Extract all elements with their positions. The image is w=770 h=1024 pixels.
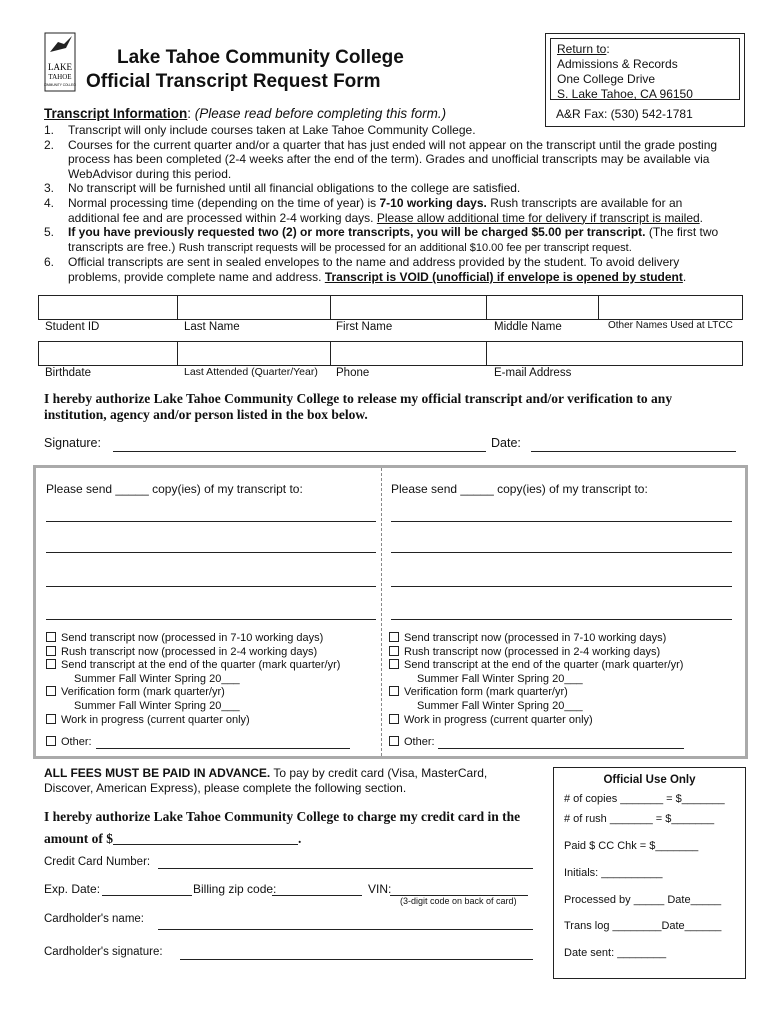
- instructions-list: [44, 123, 734, 285]
- svg-text:TAHOE: TAHOE: [48, 73, 72, 81]
- cardholder-name-label: Cardholder's name:: [44, 913, 144, 925]
- checkbox-icon: [46, 646, 56, 656]
- middle-name-label: Middle Name: [494, 321, 562, 333]
- release-authorization: I hereby authorize Lake Tahoe Community College to release my official transcript and/or verification to any institution, agency and/or person listed in the box below.: [44, 391, 673, 422]
- last-name-field[interactable]: [178, 296, 331, 319]
- amount-line[interactable]: [113, 833, 298, 845]
- fees-notice: ALL FEES MUST BE PAID IN ADVANCE. To pay by credit card (Visa, MasterCard, Discover, American Express), please complete the following section.: [44, 766, 488, 795]
- birthdate-label: Birthdate: [45, 367, 92, 379]
- checkbox-icon: [389, 736, 399, 746]
- quarter-choices[interactable]: Summer Fall Winter Spring 20___: [417, 672, 583, 685]
- transcript-info-heading: Transcript Information: (Please read before completing this form.): [44, 106, 447, 121]
- birthdate-field[interactable]: [39, 342, 178, 365]
- date-label: Date:: [491, 436, 521, 450]
- option-end-quarter[interactable]: Send transcript at the end of the quarter (mark quarter/yr): [46, 659, 376, 673]
- options-right: [389, 632, 729, 727]
- student-id-label: Student ID: [45, 321, 100, 333]
- return-line3: S. Lake Tahoe, CA 96150: [557, 87, 693, 101]
- last-name-label: Last Name: [184, 321, 240, 333]
- recipient-line[interactable]: [46, 586, 376, 587]
- recipient-line[interactable]: [391, 552, 732, 553]
- checkbox-icon: [46, 736, 56, 746]
- option-other[interactable]: Other:: [389, 736, 435, 750]
- date-sent-row: Date sent: ________: [564, 947, 667, 959]
- cardholder-signature-line[interactable]: [180, 959, 533, 960]
- first-name-field[interactable]: [331, 296, 487, 319]
- processed-row: Processed by _____ Date_____: [564, 894, 722, 906]
- recipient-line[interactable]: [391, 619, 732, 620]
- checkbox-icon: [389, 714, 399, 724]
- rush-row: # of rush _______ = $_______: [564, 813, 715, 825]
- option-send-now[interactable]: Send transcript now (processed in 7-10 working days): [46, 632, 376, 646]
- instruction-item: 2. Courses for the current quarter and/or a quarter that has just ended will not appear on the transcript until the grade posting process has been completed (2-4 weeks after the end of the term). Grades and unofficial transcripts may be available via WebAdvisor during this period.: [44, 137, 718, 181]
- column-divider: [381, 468, 382, 756]
- recipient-line[interactable]: [391, 521, 732, 522]
- college-logo: [44, 32, 76, 92]
- signature-label: Signature:: [44, 436, 101, 450]
- option-verification[interactable]: Verification form (mark quarter/yr): [389, 686, 729, 700]
- checkbox-icon: [389, 686, 399, 696]
- option-work-in-progress[interactable]: Work in progress (current quarter only): [46, 714, 376, 728]
- options-left: [46, 632, 376, 727]
- send-to-box: [33, 465, 748, 759]
- recipient-line[interactable]: [391, 586, 732, 587]
- student-info-row-1: [38, 295, 743, 320]
- form-title: Official Transcript Request Form: [86, 71, 381, 92]
- charge-authorization: I hereby authorize Lake Tahoe Community College to charge my credit card in the amount of $ .: [44, 809, 521, 846]
- instruction-item: 5. If you have previously requested two (2) or more transcripts, you will be charged $5.00 per transcript. (The first two transcripts are free.) Rush transcript requests will be processed for an additional $10.00 fee per transcript request.: [44, 225, 719, 254]
- cardholder-name-line[interactable]: [158, 929, 533, 930]
- quarter-choices[interactable]: Summer Fall Winter Spring 20___: [417, 699, 583, 712]
- return-address: Return to: Admissions & Records One College Drive S. Lake Tahoe, CA 96150: [550, 38, 740, 100]
- signature-line[interactable]: [113, 451, 486, 452]
- zip-label: Billing zip code:: [193, 882, 277, 896]
- option-rush[interactable]: Rush transcript now (processed in 2-4 working days): [46, 646, 376, 660]
- exp-date-line[interactable]: [102, 895, 192, 896]
- fax-number: A&R Fax: (530) 542-1781: [556, 107, 693, 121]
- option-work-in-progress[interactable]: Work in progress (current quarter only): [389, 714, 729, 728]
- middle-name-field[interactable]: [487, 296, 599, 319]
- checkbox-icon: [389, 646, 399, 656]
- instruction-item: 1. Transcript will only include courses taken at Lake Tahoe Community College.: [44, 123, 476, 137]
- vin-label: VIN:: [368, 882, 392, 896]
- recipient-line[interactable]: [46, 521, 376, 522]
- date-line[interactable]: [531, 451, 736, 452]
- college-name: Lake Tahoe Community College: [117, 47, 404, 68]
- option-other[interactable]: Other:: [46, 736, 92, 750]
- return-address-box: [545, 33, 745, 127]
- student-info-row-2: [38, 341, 743, 366]
- instruction-item: 4. Normal processing time (depending on the time of year) is 7-10 working days. Rush transcripts are available for an additional fee and are processed within 2-4 working days. Please allow additional time for delivery if transcript is mailed.: [44, 195, 704, 225]
- checkbox-icon: [46, 659, 56, 669]
- checkbox-icon: [389, 632, 399, 642]
- checkbox-icon: [46, 686, 56, 696]
- send-copies-right: Please send _____ copy(ies) of my transcript to:: [391, 482, 648, 496]
- checkbox-icon: [46, 714, 56, 724]
- last-attended-field[interactable]: [178, 342, 331, 365]
- paid-row: Paid $ CC Chk = $_______: [564, 840, 699, 852]
- card-number-line[interactable]: [158, 868, 533, 869]
- card-number-label: Credit Card Number:: [44, 856, 151, 868]
- option-end-quarter[interactable]: Send transcript at the end of the quarter (mark quarter/yr): [389, 659, 729, 673]
- vin-note: (3-digit code on back of card): [400, 896, 517, 906]
- recipient-line[interactable]: [46, 552, 376, 553]
- cardholder-signature-label: Cardholder's signature:: [44, 946, 163, 958]
- email-field[interactable]: [487, 342, 742, 365]
- student-id-field[interactable]: [39, 296, 178, 319]
- other-line[interactable]: [438, 748, 684, 749]
- official-use-title: Official Use Only: [603, 774, 696, 786]
- first-name-label: First Name: [336, 321, 393, 333]
- checkbox-icon: [46, 632, 56, 642]
- other-names-field[interactable]: [599, 296, 742, 319]
- option-rush[interactable]: Rush transcript now (processed in 2-4 working days): [389, 646, 729, 660]
- instruction-item: 6. Official transcripts are sent in sealed envelopes to the name and address provided by the student. To avoid delivery problems, provide complete name and address. Transcript is VOID (unofficial) if envelope is opened by student.: [44, 255, 687, 284]
- option-send-now[interactable]: Send transcript now (processed in 7-10 working days): [389, 632, 729, 646]
- exp-date-label: Exp. Date:: [44, 882, 101, 896]
- zip-line[interactable]: [272, 895, 362, 896]
- other-line[interactable]: [96, 748, 350, 749]
- eagle-logo-icon: [44, 32, 76, 92]
- quarter-choices[interactable]: Summer Fall Winter Spring 20___: [74, 672, 240, 685]
- svg-text:LAKE: LAKE: [48, 62, 72, 72]
- phone-field[interactable]: [331, 342, 487, 365]
- copies-row: # of copies _______ = $_______: [564, 793, 725, 805]
- svg-text:COMMUNITY COLLEGE: COMMUNITY COLLEGE: [44, 83, 76, 87]
- return-line1: Admissions & Records: [557, 57, 678, 71]
- instruction-item: 3. No transcript will be furnished until all financial obligations to the college are satisfied.: [44, 181, 521, 196]
- initials-row: Initials: __________: [564, 867, 663, 879]
- return-line2: One College Drive: [557, 72, 656, 86]
- email-label: E-mail Address: [494, 367, 572, 379]
- other-names-label: Other Names Used at LTCC: [608, 320, 733, 331]
- last-attended-label: Last Attended (Quarter/Year): [184, 366, 318, 378]
- send-copies-left: Please send _____ copy(ies) of my transcript to:: [46, 482, 303, 496]
- option-verification[interactable]: Verification form (mark quarter/yr): [46, 686, 376, 700]
- return-to-label: Return to: [557, 42, 607, 56]
- recipient-line[interactable]: [46, 619, 376, 620]
- trans-log-row: Trans log ________Date______: [564, 920, 722, 932]
- official-use-box: [553, 767, 746, 979]
- quarter-choices[interactable]: Summer Fall Winter Spring 20___: [74, 699, 240, 712]
- phone-label: Phone: [336, 367, 370, 379]
- checkbox-icon: [389, 659, 399, 669]
